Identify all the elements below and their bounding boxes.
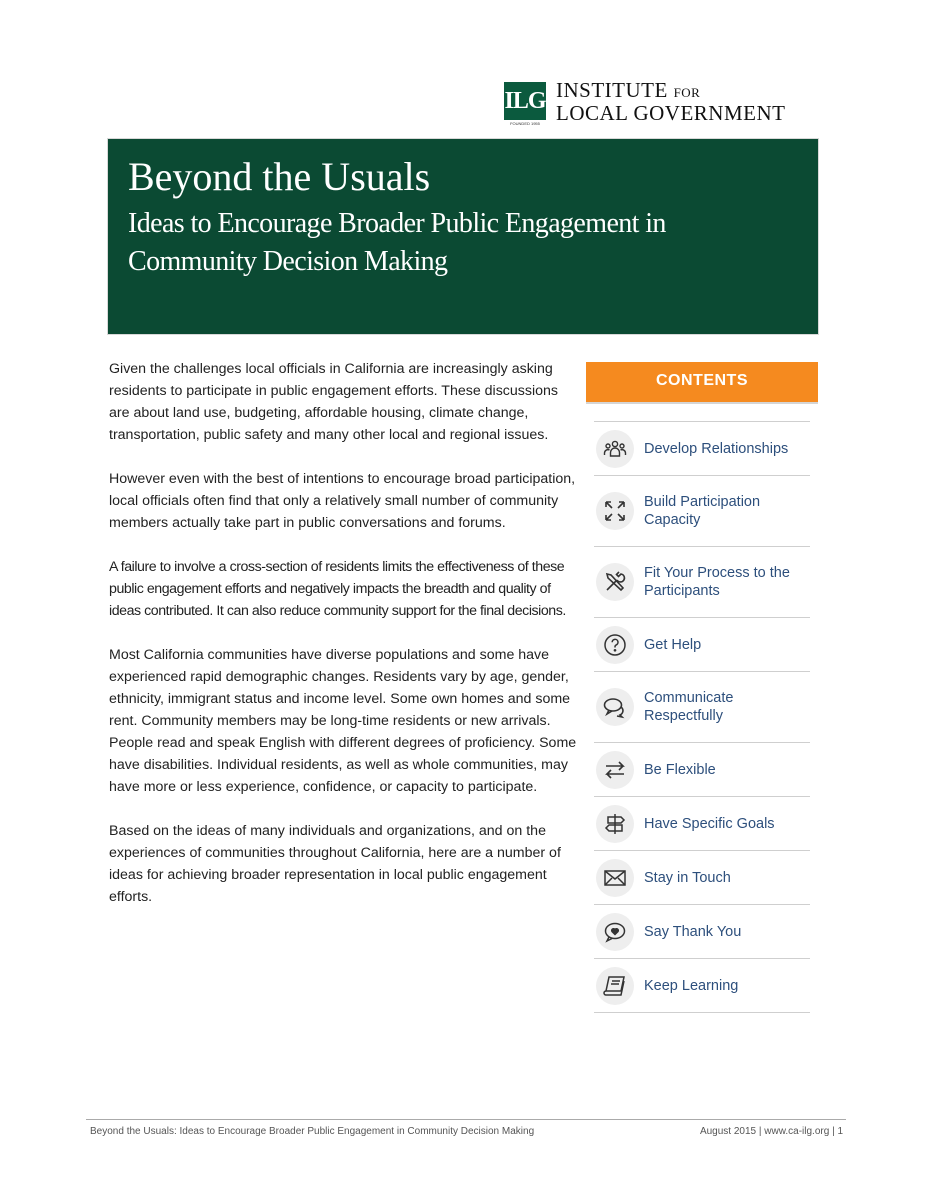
toc-item-build-participation-capacity[interactable] bbox=[594, 475, 810, 546]
envelope-icon bbox=[596, 859, 634, 897]
toc-label-build-participation-capacity: Build Participation Capacity bbox=[644, 494, 761, 528]
tools-icon bbox=[596, 563, 634, 601]
toc-item-communicate-respectfully[interactable] bbox=[594, 671, 810, 742]
document-subtitle: Ideas to Encourage Broader Public Engagement in Community Decision Making bbox=[128, 208, 666, 277]
signpost-icon bbox=[596, 805, 634, 843]
toc-item-stay-in-touch[interactable] bbox=[594, 850, 810, 904]
logo-line1-small: FOR bbox=[673, 85, 701, 100]
footer-divider bbox=[86, 1119, 846, 1120]
toc-item-have-specific-goals[interactable] bbox=[594, 796, 810, 850]
toc-item-get-help[interactable] bbox=[594, 617, 810, 671]
contents-list bbox=[594, 421, 810, 1013]
document-title: Beyond the Usuals bbox=[128, 154, 431, 199]
toc-label-fit-your-process: Fit Your Process to the Participants bbox=[644, 565, 790, 599]
logo-line2: LOCAL GOVERNMENT bbox=[556, 101, 786, 125]
toc-item-develop-relationships[interactable] bbox=[594, 421, 810, 475]
ilg-logo bbox=[504, 78, 804, 128]
toc-label-stay-in-touch: Stay in Touch bbox=[644, 869, 731, 886]
paragraph-intro: Given the challenges local officials in California are increasingly asking residents to participate in public engagement efforts. These discussions are about land use, budgeting, affordable housing, climate change, transportation, public safety and many other local and regional issues. bbox=[109, 361, 559, 443]
toc-label-communicate-respectfully: Communicate Respectfully bbox=[644, 690, 734, 724]
toc-item-keep-learning[interactable] bbox=[594, 958, 810, 1013]
toc-item-fit-your-process[interactable] bbox=[594, 546, 810, 617]
contents-sidebar bbox=[586, 362, 818, 404]
footer-date-url-page: August 2015 | www.ca-ilg.org | 1 bbox=[699, 1126, 843, 1137]
people-icon bbox=[596, 430, 634, 468]
paragraph-failure: A failure to involve a cross-section of residents limits the effectiveness of these public engagement efforts and negatively impacts the breadth and quality of ideas contributed. It can also reduce community support for the final decisions. bbox=[109, 559, 566, 619]
question-icon bbox=[596, 626, 634, 664]
paragraph-diversity: Most California communities have diverse populations and some have experienced rapid demographic changes. Residents vary by age, gender, ethnicity, immigrant status and income level. Some own homes and some rent. Community members may be long-time residents or new arrivals. People read and speak English with different degrees of proficiency. Some have disabilities. Individual residents, as well as whole communities, may have more or less experience, confidence, or capacity to participate. bbox=[109, 647, 577, 795]
logo-wordmark bbox=[556, 80, 785, 124]
ilg-logo-mark: ILG bbox=[504, 82, 546, 120]
title-banner bbox=[108, 139, 818, 334]
footer-document-title: Beyond the Usuals: Ideas to Encourage Broader Public Engagement in Community Decision Making bbox=[90, 1126, 535, 1137]
toc-label-have-specific-goals: Have Specific Goals bbox=[644, 815, 775, 832]
toc-label-develop-relationships: Develop Relationships bbox=[644, 440, 789, 457]
heart-bubble-icon bbox=[596, 913, 634, 951]
swap-arrows-icon bbox=[596, 751, 634, 789]
paragraph-participation: However even with the best of intentions to encourage broad participation, local officials often find that only a relatively small number of community members actually take part in public conversations and forums. bbox=[109, 471, 576, 531]
toc-label-be-flexible: Be Flexible bbox=[644, 761, 716, 778]
speech-bubbles-icon bbox=[596, 688, 634, 726]
contents-header: CONTENTS bbox=[586, 362, 818, 404]
toc-item-say-thank-you[interactable] bbox=[594, 904, 810, 958]
logo-founded-text: FOUNDED 1955 bbox=[510, 121, 540, 126]
toc-label-keep-learning: Keep Learning bbox=[644, 977, 739, 994]
toc-label-get-help: Get Help bbox=[644, 636, 702, 653]
expand-arrows-icon bbox=[596, 492, 634, 530]
toc-item-be-flexible[interactable] bbox=[594, 742, 810, 796]
body-text bbox=[109, 358, 579, 930]
book-icon bbox=[596, 967, 634, 1005]
paragraph-ideas: Based on the ideas of many individuals and organizations, and on the experiences of communities throughout California, here are a number of ideas for achieving broader representation in local public engagement efforts. bbox=[109, 823, 561, 905]
logo-line1-main: INSTITUTE bbox=[556, 78, 668, 102]
toc-label-say-thank-you: Say Thank You bbox=[644, 923, 742, 940]
